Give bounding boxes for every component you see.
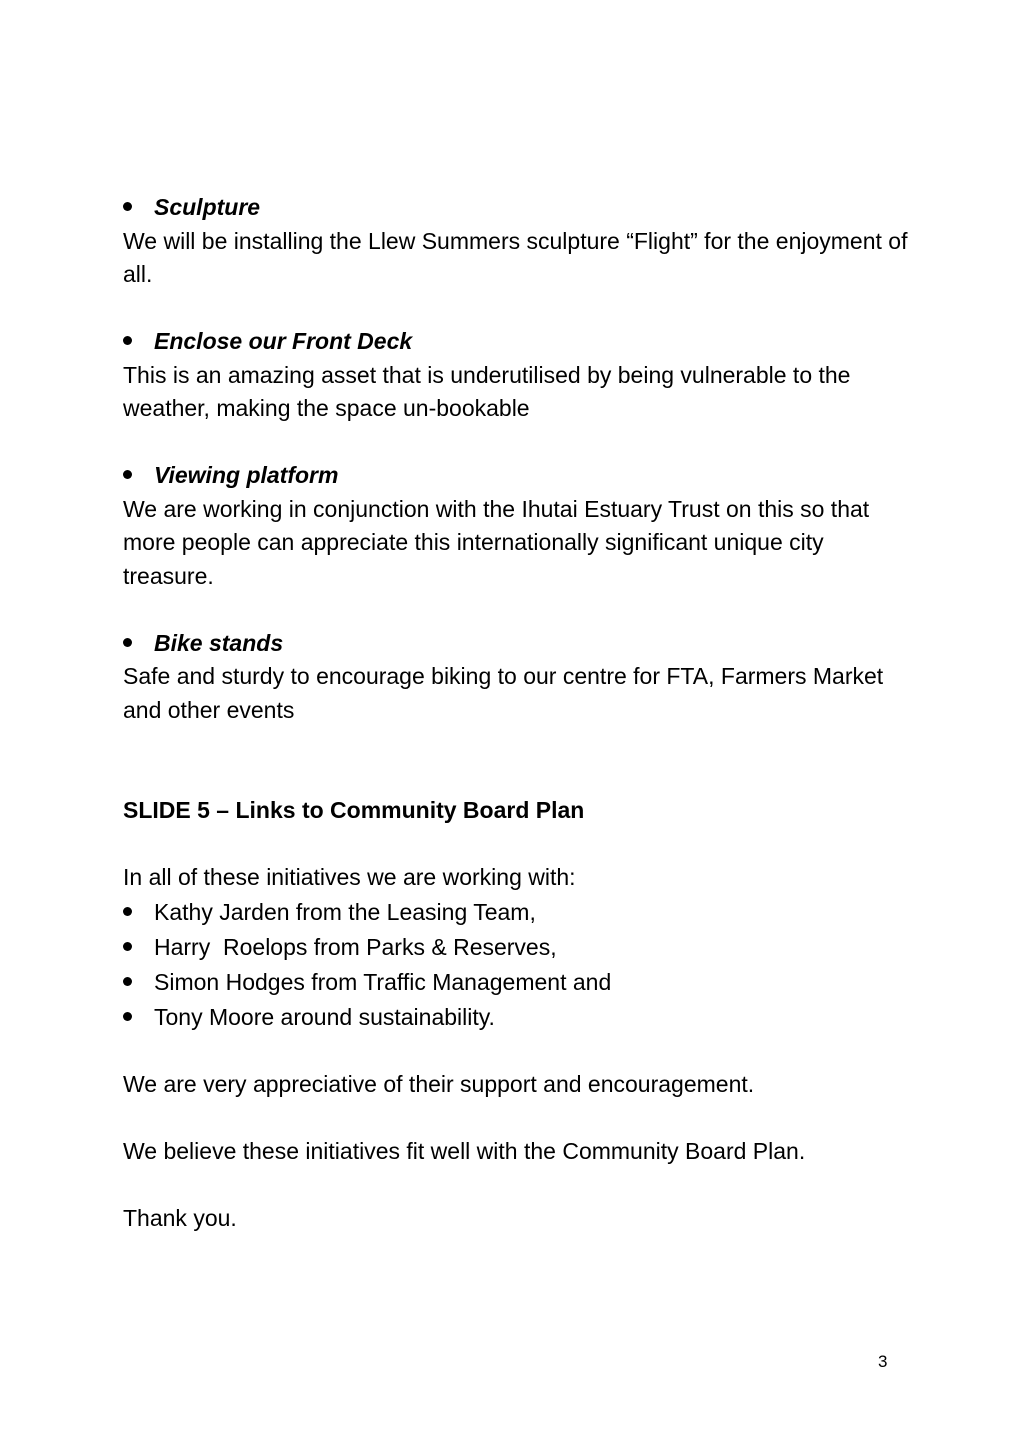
bullet-icon (123, 930, 143, 965)
item-title: Bike stands (154, 629, 284, 656)
contact-text: Simon Hodges from Traffic Management and (154, 968, 612, 995)
item-bike-stands (123, 627, 913, 728)
closing-text: Thank you. (123, 1205, 237, 1231)
document-content (123, 191, 913, 1269)
slide-heading: SLIDE 5 – Links to Community Board Plan (123, 797, 585, 823)
contact-text: Tony Moore around sustainability. (154, 1003, 495, 1030)
item-heading (123, 191, 913, 225)
item-heading (123, 627, 913, 661)
bullet-icon (123, 325, 143, 359)
item-front-deck (123, 325, 913, 426)
item-body: We are working in conjunction with the Ihutai Estuary Trust on this so that more people can appreciate this internationally significant unique city treasure. (123, 495, 870, 589)
belief-text: We believe these initiatives fit well with the Community Board Plan. (123, 1138, 806, 1164)
item-title: Sculpture (154, 194, 261, 220)
bullet-icon (123, 965, 143, 1000)
list-item (123, 965, 913, 1000)
list-item (123, 1000, 913, 1035)
item-body: Safe and sturdy to encourage biking to our centre for FTA, Farmers Market and other events (123, 663, 884, 723)
item-body: This is an amazing asset that is underutilised by being vulnerable to the weather, making the space un-bookable (123, 361, 851, 421)
bullet-icon (123, 895, 143, 930)
item-heading (123, 325, 913, 359)
intro-text: In all of these initiatives we are working with: (123, 864, 576, 890)
item-viewing-platform (123, 459, 913, 593)
contact-text: Harry Roelops from Parks & Reserves, (154, 933, 557, 960)
bullet-icon (123, 627, 143, 661)
bullet-icon (123, 1000, 143, 1035)
bullet-icon (123, 191, 143, 225)
page-number: 3 (878, 1352, 888, 1371)
bullet-icon (123, 459, 143, 493)
appreciation-text: We are very appreciative of their support and encouragement. (123, 1071, 755, 1097)
contact-text: Kathy Jarden from the Leasing Team, (154, 898, 536, 925)
item-title: Viewing platform (154, 462, 339, 488)
item-body: We will be installing the Llew Summers sculpture “Flight” for the enjoyment of all. (123, 227, 908, 287)
list-item (123, 930, 913, 965)
item-heading (123, 459, 913, 493)
item-sculpture (123, 191, 913, 292)
item-title: Enclose our Front Deck (154, 328, 413, 354)
list-item (123, 895, 913, 930)
contacts-list (123, 895, 913, 1035)
